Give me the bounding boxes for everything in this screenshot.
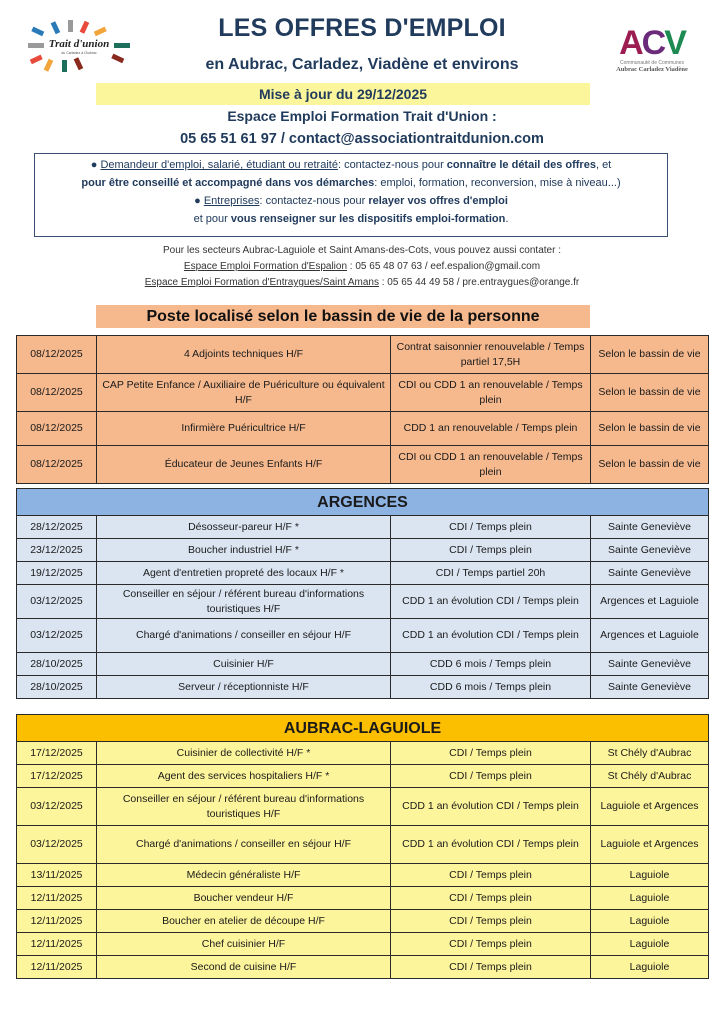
table-row <box>17 336 709 374</box>
job-title: Boucher industriel H/F * <box>97 539 391 562</box>
job-date: 17/12/2025 <box>17 742 97 765</box>
job-location: Argences et Laguiole <box>591 619 709 653</box>
secondary-contacts <box>0 243 724 291</box>
job-location: Sainte Geneviève <box>591 562 709 585</box>
job-contract: CDD 1 an évolution CDI / Temps plein <box>391 619 591 653</box>
job-location: St Chély d'Aubrac <box>591 765 709 788</box>
job-contract: CDI / Temps plein <box>391 539 591 562</box>
table-row <box>17 910 709 933</box>
job-date: 12/11/2025 <box>17 933 97 956</box>
job-location: Sainte Geneviève <box>591 676 709 699</box>
table-row <box>17 826 709 864</box>
job-title: Conseiller en séjour / référent bureau d'informations touristiques H/F <box>97 585 391 619</box>
svg-text:Trait d'union: Trait d'union <box>48 38 110 50</box>
info-line-3: ● Entreprises: contactez-nous pour relayer vos offres d'emploi <box>194 195 508 207</box>
job-title: Agent des services hospitaliers H/F * <box>97 765 391 788</box>
job-location: Argences et Laguiole <box>591 585 709 619</box>
update-date: Mise à jour du 29/12/2025 <box>96 83 590 105</box>
bullet-icon: ● <box>90 159 101 171</box>
svg-text:du Carladez à l'Aubrac: du Carladez à l'Aubrac <box>61 51 97 55</box>
jobs-table-aubrac-laguiole <box>16 714 709 979</box>
job-title: Conseiller en séjour / référent bureau d'informations touristiques H/F <box>97 788 391 826</box>
job-date: 03/12/2025 <box>17 585 97 619</box>
job-date: 08/12/2025 <box>17 446 97 484</box>
job-date: 28/10/2025 <box>17 676 97 699</box>
job-location: Laguiole <box>591 887 709 910</box>
job-title: Cuisinier H/F <box>97 653 391 676</box>
job-title: Boucher vendeur H/F <box>97 887 391 910</box>
job-location: Laguiole <box>591 910 709 933</box>
job-date: 28/10/2025 <box>17 653 97 676</box>
info-line-4: et pour vous renseigner sur les dispositifs emploi-formation. <box>193 213 509 225</box>
bullet-icon: ● <box>194 195 204 207</box>
job-date: 17/12/2025 <box>17 765 97 788</box>
job-location: Laguiole et Argences <box>591 826 709 864</box>
job-contract: CDI / Temps plein <box>391 516 591 539</box>
job-title: CAP Petite Enfance / Auxiliaire de Puériculture ou équivalent H/F <box>97 374 391 412</box>
page-title: LES OFFRES D'EMPLOI <box>218 14 506 42</box>
table-row <box>17 619 709 653</box>
table-row <box>17 374 709 412</box>
job-title: Second de cuisine H/F <box>97 956 391 979</box>
table-row <box>17 412 709 446</box>
job-location: Laguiole <box>591 864 709 887</box>
table-row <box>17 585 709 619</box>
job-title: Serveur / réceptionniste H/F <box>97 676 391 699</box>
job-date: 12/11/2025 <box>17 956 97 979</box>
job-date: 08/12/2025 <box>17 374 97 412</box>
jobs-table-bassin <box>16 335 709 484</box>
info-line-1: ● Demandeur d'emploi, salarié, étudiant ou retraité: contactez-nous pour connaître le détail des offres, et <box>90 159 612 171</box>
job-date: 13/11/2025 <box>17 864 97 887</box>
page-subtitle: en Aubrac, Carladez, Viadène et environs <box>205 56 519 73</box>
job-date: 12/11/2025 <box>17 910 97 933</box>
job-title: Désosseur-pareur H/F * <box>97 516 391 539</box>
job-location: Selon le bassin de vie <box>591 446 709 484</box>
job-contract: CDI / Temps plein <box>391 864 591 887</box>
table-row <box>17 516 709 539</box>
job-location: Selon le bassin de vie <box>591 336 709 374</box>
job-location: Selon le bassin de vie <box>591 412 709 446</box>
job-title: Chargé d'animations / conseiller en séjour H/F <box>97 826 391 864</box>
table-row <box>17 653 709 676</box>
job-date: 03/12/2025 <box>17 826 97 864</box>
job-date: 03/12/2025 <box>17 788 97 826</box>
table-row <box>17 765 709 788</box>
job-contract: CDD 1 an évolution CDI / Temps plein <box>391 826 591 864</box>
table-row <box>17 562 709 585</box>
job-date: 08/12/2025 <box>17 412 97 446</box>
job-title: Chef cuisinier H/F <box>97 933 391 956</box>
job-contract: CDI / Temps plein <box>391 910 591 933</box>
job-contract: CDD 1 an évolution CDI / Temps plein <box>391 585 591 619</box>
job-location: Sainte Geneviève <box>591 653 709 676</box>
acv-line2: Aubrac Carladez Viadène <box>616 66 688 73</box>
acv-line1: Communauté de Communes <box>620 60 684 66</box>
job-title: 4 Adjoints techniques H/F <box>97 336 391 374</box>
info-line-2: pour être conseillé et accompagné dans vos démarches: emploi, formation, reconversion, mise à niveau...) <box>81 177 621 189</box>
info-box <box>34 153 668 237</box>
job-contract: CDD 1 an renouvelable / Temps plein <box>391 412 591 446</box>
job-location: Laguiole <box>591 933 709 956</box>
job-date: 28/12/2025 <box>17 516 97 539</box>
job-contract: CDI / Temps plein <box>391 742 591 765</box>
job-contract: CDI ou CDD 1 an renouvelable / Temps plein <box>391 446 591 484</box>
job-contract: CDI / Temps plein <box>391 933 591 956</box>
job-title: Agent d'entretien propreté des locaux H/F * <box>97 562 391 585</box>
job-location: Sainte Geneviève <box>591 539 709 562</box>
table-row <box>17 742 709 765</box>
section-title-aubrac-laguiole: AUBRAC-LAGUIOLE <box>17 715 709 742</box>
job-date: 19/12/2025 <box>17 562 97 585</box>
secondary-intro: Pour les secteurs Aubrac-Laguiole et Saint Amans-des-Cots, vous pouvez aussi contater : <box>163 245 561 256</box>
job-contract: CDI / Temps plein <box>391 956 591 979</box>
job-title: Cuisinier de collectivité H/F * <box>97 742 391 765</box>
job-location: Selon le bassin de vie <box>591 374 709 412</box>
job-contract: CDD 6 mois / Temps plein <box>391 676 591 699</box>
job-contract: CDD 1 an évolution CDI / Temps plein <box>391 788 591 826</box>
audience-companies: Entreprises <box>203 195 260 207</box>
table-row <box>17 887 709 910</box>
contact-org: Espace Emploi Formation Trait d'Union : <box>227 108 497 124</box>
section-title-argences: ARGENCES <box>17 489 709 516</box>
table-row <box>17 539 709 562</box>
job-date: 03/12/2025 <box>17 619 97 653</box>
espalion-contact: Espace Emploi Formation d'Espalion : 05 65 48 07 63 / eef.espalion@gmail.com <box>183 261 541 272</box>
job-title: Infirmière Puéricultrice H/F <box>97 412 391 446</box>
job-contract: CDI ou CDD 1 an renouvelable / Temps plein <box>391 374 591 412</box>
job-contract: CDI / Temps plein <box>391 765 591 788</box>
job-title: Médecin généraliste H/F <box>97 864 391 887</box>
table-row <box>17 676 709 699</box>
job-date: 12/11/2025 <box>17 887 97 910</box>
contact-details: 05 65 51 61 97 / contact@associationtraitdunion.com <box>180 131 544 147</box>
job-contract: CDI / Temps partiel 20h <box>391 562 591 585</box>
acv-letters: ACV <box>619 24 685 62</box>
job-location: Sainte Geneviève <box>591 516 709 539</box>
job-location: Laguiole <box>591 956 709 979</box>
jobs-table-argences <box>16 488 709 699</box>
job-date: 08/12/2025 <box>17 336 97 374</box>
job-location: St Chély d'Aubrac <box>591 742 709 765</box>
job-contract: CDI / Temps plein <box>391 887 591 910</box>
audience-jobseekers: Demandeur d'emploi, salarié, étudiant ou retraité <box>100 159 338 171</box>
section-title-bassin: Poste localisé selon le bassin de vie de la personne <box>96 305 590 328</box>
job-title: Chargé d'animations / conseiller en séjour H/F <box>97 619 391 653</box>
job-contract: Contrat saisonnier renouvelable / Temps partiel 17,5H <box>391 336 591 374</box>
job-title: Boucher en atelier de découpe H/F <box>97 910 391 933</box>
table-row <box>17 446 709 484</box>
table-row <box>17 864 709 887</box>
table-row <box>17 933 709 956</box>
entraygues-contact: Espace Emploi Formation d'Entraygues/Saint Amans : 05 65 44 49 58 / pre.entraygues@orange.fr <box>144 277 580 288</box>
job-title: Éducateur de Jeunes Enfants H/F <box>97 446 391 484</box>
job-contract: CDD 6 mois / Temps plein <box>391 653 591 676</box>
table-row <box>17 788 709 826</box>
table-row <box>17 956 709 979</box>
job-date: 23/12/2025 <box>17 539 97 562</box>
job-location: Laguiole et Argences <box>591 788 709 826</box>
